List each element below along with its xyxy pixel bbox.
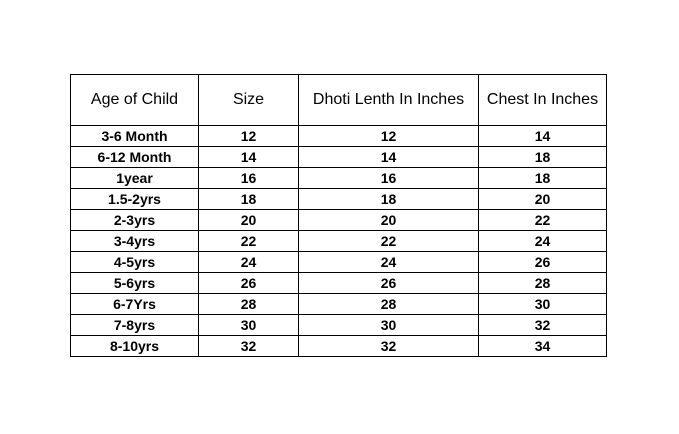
cell-age: 1year: [71, 168, 199, 189]
cell-dhoti-length: 24: [299, 252, 479, 273]
cell-dhoti-length: 20: [299, 210, 479, 231]
cell-size: 32: [199, 336, 299, 357]
cell-age: 1.5-2yrs: [71, 189, 199, 210]
table-row: [71, 189, 607, 210]
cell-size: 14: [199, 147, 299, 168]
table-row: [71, 252, 607, 273]
table-row: [71, 294, 607, 315]
cell-size: 16: [199, 168, 299, 189]
cell-age: 6-12 Month: [71, 147, 199, 168]
table-row: [71, 231, 607, 252]
cell-chest: 34: [479, 336, 607, 357]
cell-chest: 18: [479, 147, 607, 168]
cell-size: 12: [199, 126, 299, 147]
size-chart-table: [70, 74, 607, 357]
cell-size: 24: [199, 252, 299, 273]
cell-chest: 26: [479, 252, 607, 273]
cell-chest: 14: [479, 126, 607, 147]
cell-dhoti-length: 18: [299, 189, 479, 210]
cell-age: 8-10yrs: [71, 336, 199, 357]
table-row: [71, 336, 607, 357]
table-row: [71, 210, 607, 231]
cell-age: 2-3yrs: [71, 210, 199, 231]
table-row: [71, 273, 607, 294]
cell-age: 7-8yrs: [71, 315, 199, 336]
cell-chest: 30: [479, 294, 607, 315]
table-row: [71, 147, 607, 168]
cell-dhoti-length: 12: [299, 126, 479, 147]
cell-size: 28: [199, 294, 299, 315]
cell-dhoti-length: 14: [299, 147, 479, 168]
table-row: [71, 168, 607, 189]
cell-dhoti-length: 30: [299, 315, 479, 336]
cell-chest: 24: [479, 231, 607, 252]
cell-age: 4-5yrs: [71, 252, 199, 273]
cell-chest: 22: [479, 210, 607, 231]
cell-chest: 28: [479, 273, 607, 294]
cell-age: 3-6 Month: [71, 126, 199, 147]
cell-age: 3-4yrs: [71, 231, 199, 252]
cell-size: 22: [199, 231, 299, 252]
table-header-row: [71, 75, 607, 126]
cell-size: 20: [199, 210, 299, 231]
header-dhoti-length: Dhoti Lenth In Inches: [299, 75, 479, 126]
cell-dhoti-length: 16: [299, 168, 479, 189]
cell-chest: 18: [479, 168, 607, 189]
cell-age: 5-6yrs: [71, 273, 199, 294]
header-chest: Chest In Inches: [479, 75, 607, 126]
table-row: [71, 126, 607, 147]
cell-age: 6-7Yrs: [71, 294, 199, 315]
cell-chest: 32: [479, 315, 607, 336]
header-age-of-child: Age of Child: [71, 75, 199, 126]
cell-dhoti-length: 28: [299, 294, 479, 315]
cell-chest: 20: [479, 189, 607, 210]
cell-dhoti-length: 22: [299, 231, 479, 252]
header-size: Size: [199, 75, 299, 126]
cell-dhoti-length: 26: [299, 273, 479, 294]
cell-dhoti-length: 32: [299, 336, 479, 357]
cell-size: 30: [199, 315, 299, 336]
cell-size: 18: [199, 189, 299, 210]
cell-size: 26: [199, 273, 299, 294]
table-row: [71, 315, 607, 336]
